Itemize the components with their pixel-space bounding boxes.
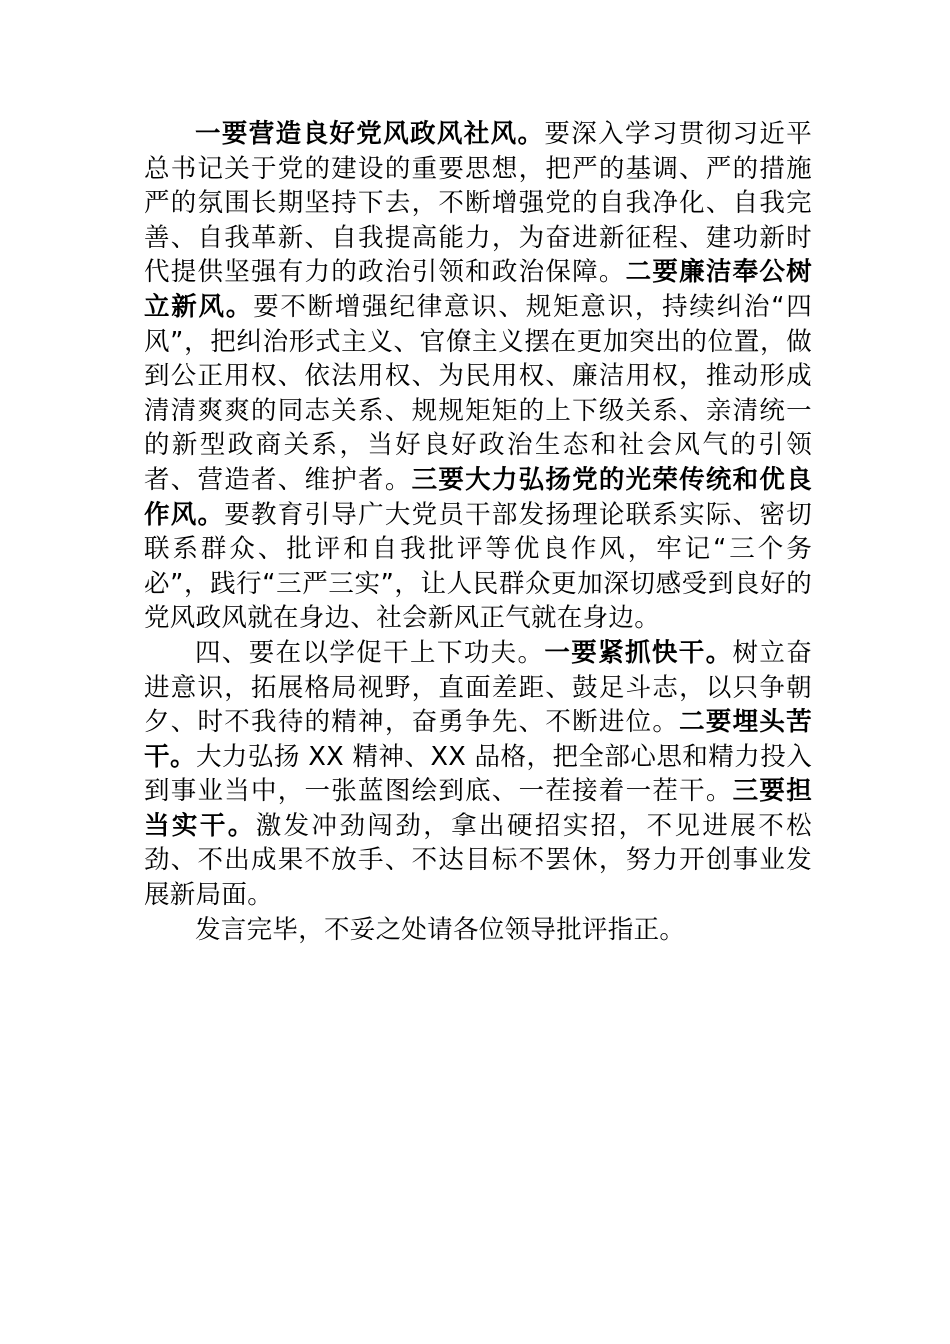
heading-one-act-fast: 一要紧抓快干。 xyxy=(544,637,733,668)
paragraph-learn-and-act xyxy=(144,636,812,913)
paragraph-party-style xyxy=(144,117,812,636)
body-text: 要不断增强纪律意识、规矩意识，持续纠治“四风”，把纠治形式主义、官僚主义摆在更加突出的位置，做到公正用权、依法用权、为民用权、廉洁用权，推动形成清清爽爽的同志关系、规规矩矩的上下级关系、亲清统一的新型政商关系，当好良好政治生态和社会风气的引领者、营造者、维护者。 xyxy=(144,291,813,495)
body-text: 要深入学习贯彻习近平总书记关于党的建设的重要思想，把严的基调、严的措施严的氛围长期坚持下去，不断增强党的自我净化、自我完善、自我革新、自我提高能力，为奋进新征程、建功新时代提供坚强有力的政治引领和政治保障。 xyxy=(144,119,812,288)
body-text: 树立奋进意识，拓展格局视野，直面差距、鼓足斗志，以只争朝夕、时不我待的精神，奋勇争先、不断进位。 xyxy=(144,637,812,738)
closing-remark: 发言完毕，不妥之处请各位领导批评指正。 xyxy=(195,914,686,945)
heading-three-tradition: 三要大力弘扬党的光荣传统和优良作风。 xyxy=(144,464,812,530)
document-body xyxy=(144,117,812,947)
body-text: 大力弘扬 XX 精神、XX 品格，把全部心思和精力投入到事业当中，一张蓝图绘到底、一茬接着一茬干。 xyxy=(144,741,812,807)
body-text: 激发冲劲闯劲，拿出硬招实招，不见进展不松劲、不出成果不放手、不达目标不罢休，努力开创事业发展新局面。 xyxy=(144,810,812,911)
heading-three-take-responsibility: 三要担当实干。 xyxy=(144,776,812,841)
paragraph-closing xyxy=(144,913,812,948)
body-text: 要教育引导广大党员干部发扬理论联系实际、密切联系群众、批评和自我批评等优良作风，牢记“三个务必”，践行“三严三实”，让人民群众更加深切感受到良好的党风政风就在身边、社会新风正气就在身边。 xyxy=(144,499,812,634)
heading-two-integrity: 二要廉洁奉公树立新风。 xyxy=(144,257,812,322)
section-heading-four: 四、要在以学促干上下功夫。 xyxy=(195,637,545,668)
heading-two-work-hard: 二要埋头苦干。 xyxy=(144,707,812,772)
heading-one-party-style: 一要营造良好党风政风社风。 xyxy=(195,119,545,149)
